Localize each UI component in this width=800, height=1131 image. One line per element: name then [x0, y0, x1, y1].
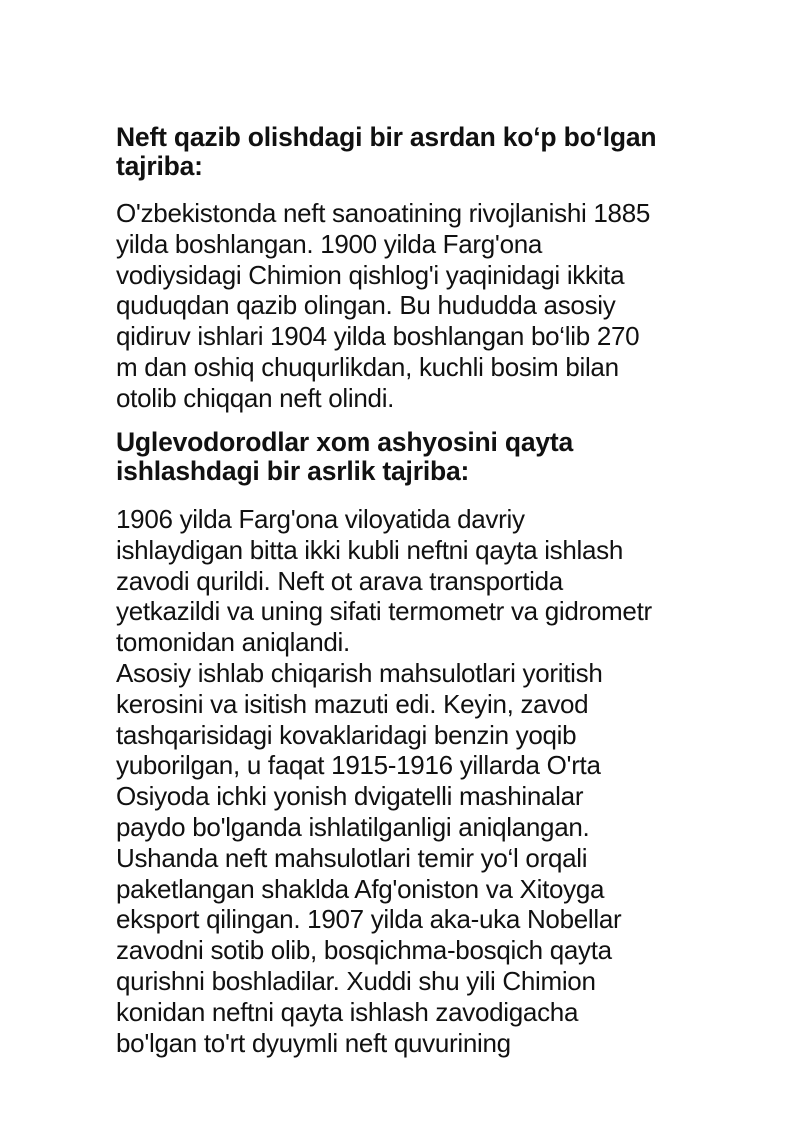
- text-line: 1906 yilda Farg'ona viloyatida davriy: [116, 504, 525, 534]
- text-line: otolib chiqqan neft olindi.: [116, 382, 395, 413]
- text-line: m dan oshiq chuqurlikdan, kuchli bosim bilan: [116, 351, 619, 382]
- text-line: ishlaydigan bitta ikki kubli neftni qayta ishlash: [116, 534, 624, 565]
- text-line: bo'lgan to'rt dyuymli neft quvurining: [116, 1027, 511, 1058]
- section-2-heading: [116, 428, 756, 486]
- text-line: zavodni sotib olib, bosqichma-bosqich qayta: [116, 935, 612, 966]
- heading-line: ishlashdagi bir asrlik tajriba:: [116, 456, 470, 486]
- text-line: yetkazildi va uning sifati termometr va gidrometr: [116, 596, 652, 627]
- text-line: qurishni boshladilar. Xuddi shu yili Chimion: [116, 965, 596, 996]
- text-line: Osiyoda ichki yonish dvigatelli mashinalar: [116, 781, 584, 812]
- section-2-paragraph: [116, 504, 766, 1058]
- heading-line: Uglevodorodlar xom ashyosini qayta: [116, 427, 574, 457]
- text-line: zavodi qurildi. Neft ot arava transportida: [116, 565, 563, 596]
- section-1-paragraph: [116, 198, 766, 414]
- text-line: qidiruv ishlari 1904 yilda boshlangan bo‘lib 270: [116, 321, 640, 352]
- text-line: vodiysidagi Chimion qishlog'i yaqinidagi ikkita: [116, 259, 625, 290]
- text-line: kerosini va isitish mazuti edi. Keyin, zavod: [116, 688, 589, 719]
- text-line: O'zbekistonda neft sanoatining rivojlanishi 1885: [116, 198, 651, 228]
- text-line: tashqarisidagi kovaklaridagi benzin yoqib: [116, 719, 577, 750]
- text-line: Asosiy ishlab chiqarish mahsulotlari yoritish: [116, 657, 603, 688]
- text-line: eksport qilingan. 1907 yilda aka-uka Nobellar: [116, 904, 622, 935]
- text-line: quduqdan qazib olingan. Bu hududda asosiy: [116, 290, 616, 321]
- text-line: yilda boshlangan. 1900 yilda Farg'ona: [116, 228, 543, 259]
- text-line: Ushanda neft mahsulotlari temir yo‘l orqali: [116, 842, 588, 873]
- text-line: yuborilgan, u faqat 1915-1916 yillarda O'rta: [116, 750, 601, 781]
- text-line: tomonidan aniqlandi.: [116, 627, 350, 658]
- text-line: paydo bo'lganda ishlatilganligi aniqlangan.: [116, 811, 590, 842]
- heading-line: Neft qazib olishdagi bir asrdan ko‘p bo‘lgan: [116, 122, 657, 152]
- text-line: paketlangan shaklda Afg'oniston va Xitoyga: [116, 873, 605, 904]
- heading-line: tajriba:: [116, 151, 203, 181]
- text-line: konidan neftni qayta ishlash zavodigacha: [116, 996, 579, 1027]
- section-1-heading: [116, 123, 756, 181]
